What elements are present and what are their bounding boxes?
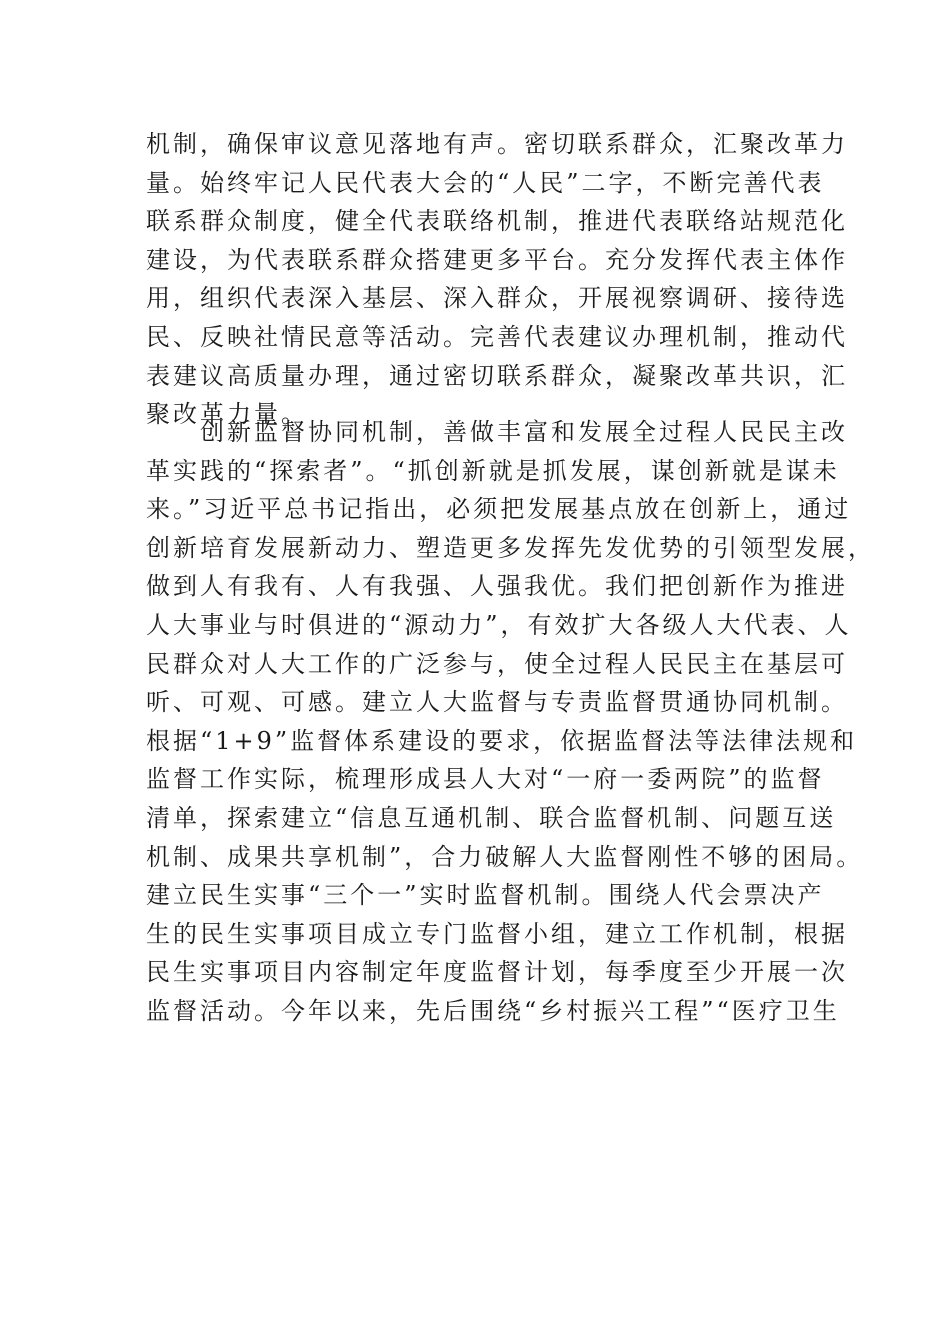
text-line: 民生实事项目内容制定年度监督计划，每季度至少开展一次 — [146, 958, 848, 987]
text-line: 听、可观、可感。建立人大监督与专责监督贯通协同机制。 — [146, 688, 848, 717]
text-line: 联系群众制度，健全代表联络机制，推进代表联络站规范化 — [146, 207, 848, 236]
text-line: 监督活动。今年以来，先后围绕“乡村振兴工程”“医疗卫生 — [146, 996, 840, 1025]
text-line: 生的民生实事项目成立专门监督小组，建立工作机制，根据 — [146, 919, 848, 948]
text-line: 建设，为代表联系群众搭建更多平台。充分发挥代表主体作 — [146, 245, 848, 274]
paragraph-representative-liaison — [146, 125, 848, 434]
text-line: 来。”习近平总书记指出，必须把发展基点放在创新上，通过 — [146, 495, 852, 524]
text-line: 民、反映社情民意等活动。完善代表建议办理机制，推动代 — [146, 322, 848, 351]
text-line: 根据“1+9”监督体系建设的要求，依据监督法等法律法规和 — [146, 726, 858, 755]
text-line: 建立民生实事“三个一”实时监督机制。围绕人代会票决产 — [146, 881, 825, 910]
text-line: 清单，探索建立“信息互通机制、联合监督机制、问题互送 — [146, 803, 837, 832]
text-line: 做到人有我有、人有我强、人强我优。我们把创新作为推进 — [146, 572, 848, 601]
paragraph-supervision-innovation — [146, 413, 875, 1031]
text-line: 创新培育发展新动力、塑造更多发挥先发优势的引领型发展， — [146, 533, 875, 562]
text-line: 监督工作实际，梳理形成县人大对“一府一委两院”的监督 — [146, 765, 825, 794]
text-line: 机制，确保审议意见落地有声。密切联系群众，汇聚改革力 — [146, 130, 848, 158]
text-line: 用，组织代表深入基层、深入群众，开展视察调研、接待选 — [146, 284, 848, 313]
text-line: 人大事业与时俱进的“源动力”，有效扩大各级人大代表、人 — [146, 610, 852, 639]
text-line: 创新监督协同机制，善做丰富和发展全过程人民民主改 — [200, 418, 848, 446]
text-line: 聚改革力量。 — [146, 400, 308, 429]
text-line: 民群众对人大工作的广泛参与，使全过程人民民主在基层可 — [146, 649, 848, 678]
text-line: 表建议高质量办理，通过密切联系群众，凝聚改革共识，汇 — [146, 361, 848, 390]
text-line: 机制、成果共享机制”，合力破解人大监督刚性不够的困局。 — [146, 842, 864, 871]
text-line: 量。始终牢记人民代表大会的“人民”二字，不断完善代表 — [146, 168, 825, 197]
text-line: 革实践的“探索者”。“抓创新就是抓发展，谋创新就是谋未 — [146, 456, 840, 485]
